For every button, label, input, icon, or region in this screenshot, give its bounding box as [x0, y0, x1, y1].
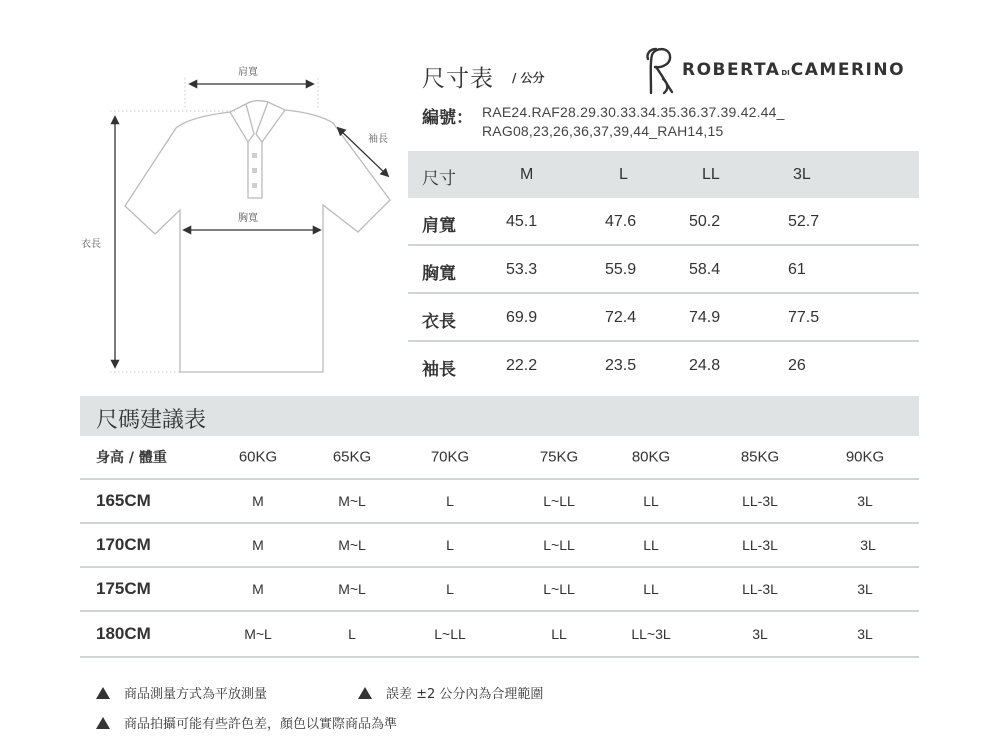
weight-column-header: 80KG [631, 448, 671, 466]
note-tolerance-text: 誤差 ±2 公分內為合理範圍 [386, 687, 544, 702]
recommended-size: LL-3L [742, 537, 778, 553]
chest-width-label: 胸寬 [238, 213, 258, 224]
recommended-size: 3L [752, 626, 768, 642]
unit-label: / 公分 [512, 71, 545, 85]
polo-shirt-icon [125, 101, 390, 372]
recommendation-row-170 [80, 524, 919, 568]
recommended-size: LL-3L [742, 493, 778, 509]
brand-name [682, 60, 905, 80]
size-value: 53.3 [506, 261, 538, 278]
sleeve-length-label: 袖長 [368, 134, 388, 145]
size-column-m: M [520, 166, 534, 183]
size-value: 58.4 [689, 261, 721, 278]
size-column-l: L [619, 166, 628, 183]
model-number-line-1: RAE24.RAF28.29.30.33.34.35.36.37.39.42.44_ [482, 104, 785, 120]
size-value: 77.5 [788, 309, 820, 326]
recommended-size: L [348, 626, 356, 642]
recommended-size: LL [643, 581, 659, 597]
roberta-r-monogram-icon [642, 45, 678, 97]
size-value: 52.7 [788, 213, 820, 230]
recommended-size: L~LL [543, 493, 575, 509]
triangle-bullet-icon [96, 717, 110, 729]
size-value: 74.9 [689, 309, 721, 326]
recommended-size: LL-3L [742, 581, 778, 597]
size-value: 26 [788, 357, 806, 374]
recommended-size: L~LL [543, 537, 575, 553]
shoulder-width-label: 肩寬 [238, 67, 258, 78]
brand-name-left: ROBERTA [682, 60, 781, 80]
size-value: 72.4 [605, 309, 637, 326]
polo-shirt-diagram [0, 0, 410, 400]
height-label: 180CM [96, 624, 151, 643]
note-tolerance [358, 683, 543, 702]
recommended-size: L [446, 537, 454, 553]
size-value: 22.2 [506, 357, 538, 374]
size-table-header [408, 151, 919, 198]
note-color [96, 713, 397, 732]
weight-column-header: 65KG [332, 448, 372, 466]
recommendation-header-row [80, 436, 919, 480]
recommended-size: LL~3L [631, 626, 671, 642]
size-row-chest [408, 246, 919, 294]
recommended-size: M [252, 581, 264, 597]
recommendation-row-175 [80, 568, 919, 612]
height-label: 170CM [96, 535, 151, 554]
recommended-size: 3L [857, 626, 873, 642]
recommended-size: M [252, 493, 264, 509]
size-column-3l: 3L [793, 166, 811, 183]
size-row-shoulder [408, 198, 919, 246]
recommended-size: 3L [857, 493, 873, 509]
recommendation-row-180 [80, 612, 919, 658]
weight-column-header: 60KG [238, 448, 278, 466]
model-number-line-2: RAG08,23,26,36,37,39,44_RAH14,15 [482, 123, 724, 139]
size-value: 55.9 [605, 261, 637, 278]
size-column-ll: LL [702, 166, 720, 183]
size-value: 23.5 [605, 357, 637, 374]
recommended-size: M~L [338, 581, 366, 597]
brand-name-di: DI [781, 69, 790, 77]
recommended-size: LL [643, 493, 659, 509]
recommendation-row-165 [80, 480, 919, 524]
weight-column-header: 75KG [539, 448, 579, 466]
recommended-size: L~LL [543, 581, 575, 597]
size-value: 69.9 [506, 309, 538, 326]
placket-buttons-icon [252, 153, 257, 188]
recommendation-title: 尺碼建議表 [96, 408, 207, 433]
triangle-bullet-icon [358, 687, 372, 699]
recommended-size: M~L [244, 626, 272, 642]
recommended-size: L~LL [434, 626, 466, 642]
size-value: 61 [788, 261, 806, 278]
triangle-bullet-icon [96, 687, 110, 699]
size-value: 24.8 [689, 357, 721, 374]
recommended-size: LL [643, 537, 659, 553]
size-row-length [408, 294, 919, 342]
size-value: 50.2 [689, 213, 721, 230]
size-value: 47.6 [605, 213, 637, 230]
recommended-size: M~L [338, 493, 366, 509]
recommended-size: M [252, 537, 264, 553]
recommended-size: LL [551, 626, 567, 642]
height-label: 165CM [96, 491, 151, 510]
recommended-size: 3L [857, 581, 873, 597]
size-row-label: 胸寬 [422, 264, 456, 284]
recommendation-title-bar [80, 396, 919, 436]
size-chart-title: 尺寸表 [422, 66, 494, 92]
size-row-sleeve [408, 342, 919, 390]
size-measurement-table [408, 151, 919, 390]
height-weight-header: 身高 / 體重 [96, 450, 167, 466]
size-row-label: 衣長 [422, 312, 456, 332]
model-number-label: 編號： [422, 108, 473, 128]
note-measurement [96, 683, 267, 702]
weight-column-header: 70KG [430, 448, 470, 466]
note-measurement-text: 商品測量方式為平放測量 [124, 687, 268, 702]
brand-logo [642, 45, 922, 97]
weight-column-header: 90KG [845, 448, 885, 466]
recommended-size: L [446, 493, 454, 509]
body-length-label: 衣長 [81, 239, 101, 250]
brand-name-right: CAMERINO [790, 60, 906, 80]
note-color-text: 商品拍攝可能有些許色差，顏色以實際商品為準 [124, 717, 398, 732]
size-row-label: 肩寬 [422, 216, 456, 236]
height-label: 175CM [96, 579, 151, 598]
recommended-size: M~L [338, 537, 366, 553]
size-recommendation-table [80, 436, 919, 658]
size-value: 45.1 [506, 213, 538, 230]
size-row-label: 袖長 [422, 360, 456, 380]
recommended-size: 3L [860, 537, 876, 553]
recommended-size: L [446, 581, 454, 597]
weight-column-header: 85KG [740, 448, 780, 466]
size-header-label: 尺寸 [422, 169, 456, 189]
